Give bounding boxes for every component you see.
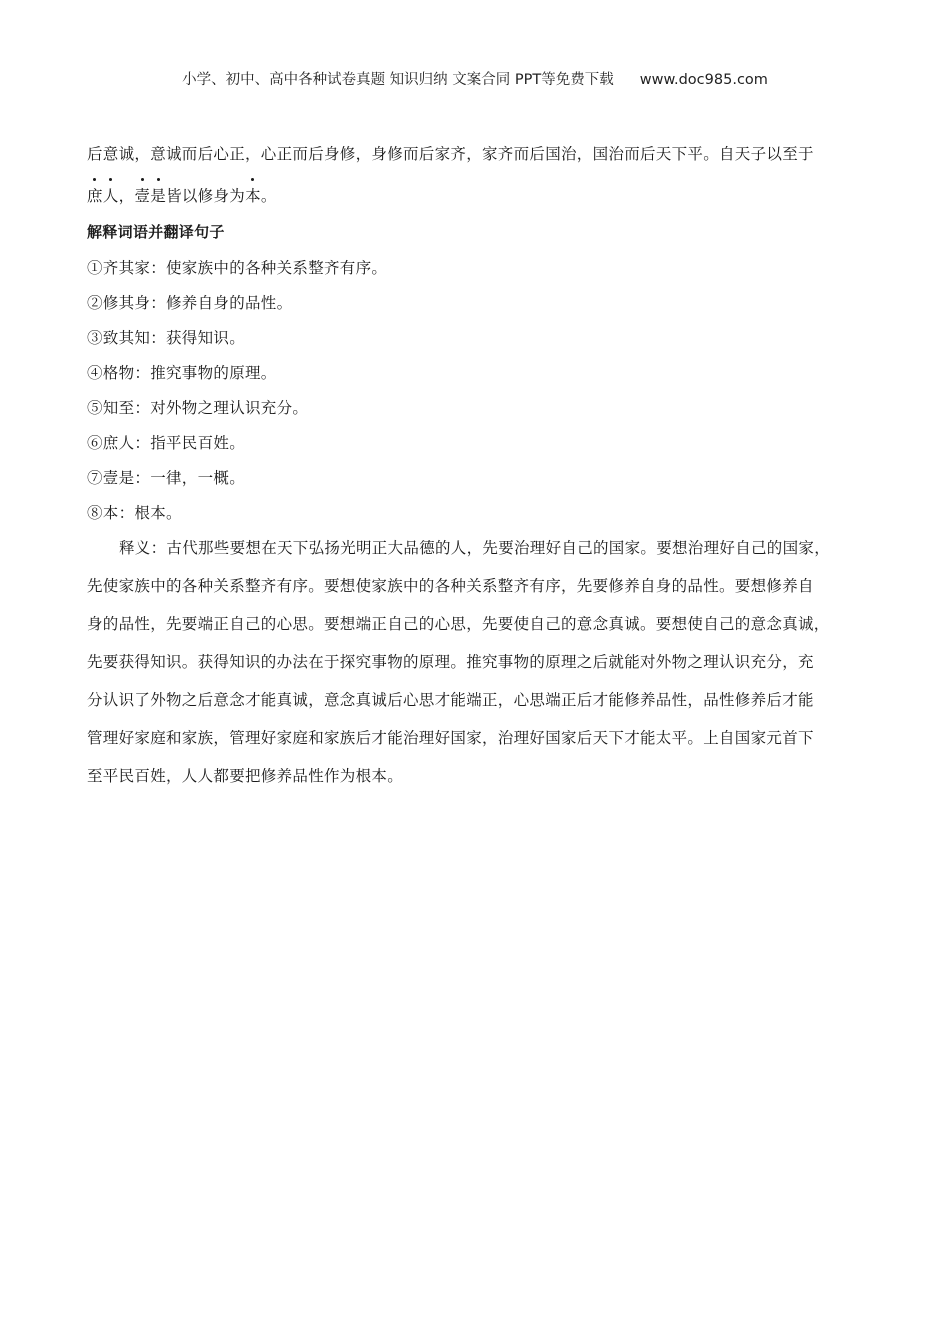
emphasized-char: 是 <box>150 184 166 206</box>
translation-line: 至平民百姓，人人都要把修养品性作为根本。 <box>87 767 404 785</box>
emphasized-char: 人 <box>103 184 119 206</box>
glossary-item: ⑦壹是：一律，一概。 <box>87 469 246 487</box>
emphasized-char: 本 <box>245 184 261 206</box>
passage-text: 皆以修身为 <box>166 187 246 205</box>
glossary-item: ③致其知：获得知识。 <box>87 329 246 347</box>
punctuation: ， <box>118 187 135 205</box>
page-header <box>0 68 950 89</box>
glossary-item: ②修其身：修养自身的品性。 <box>87 294 293 312</box>
passage-line-1: 后意诚，意诚而后心正，心正而后身修，身修而后家齐，家齐而后国治，国治而后天下平。自天子以至于 <box>87 145 814 163</box>
glossary-item: ⑧本：根本。 <box>87 504 182 522</box>
header-site-link[interactable]: www.doc985.com <box>639 72 768 88</box>
translation-line: 身的品性，先要端正自己的心思。要想端正自己的心思，先要使自己的意念真诚。要想使自己的意念真诚， <box>87 615 830 633</box>
emphasized-char: 壹 <box>134 184 150 206</box>
section-title: 解释词语并翻译句子 <box>87 223 225 241</box>
translation-line: 先要获得知识。获得知识的办法在于探究事物的原理。推究事物的原理之后就能对外物之理认识充分，充 <box>87 653 814 671</box>
header-text: 小学、初中、高中各种试卷真题 知识归纳 文案合同 PPT等免费下载 <box>182 72 614 88</box>
translation-line: 管理好家庭和家族，管理好家庭和家族后才能治理好国家，治理好国家后天下才能太平。上自国家元首下 <box>87 729 814 747</box>
punctuation: 。 <box>260 187 277 205</box>
translation-line: 释义：古代那些要想在天下弘扬光明正大品德的人，先要治理好自己的国家。要想治理好自己的国家， <box>119 539 831 557</box>
glossary-item: ①齐其家：使家族中的各种关系整齐有序。 <box>87 259 388 277</box>
translation-line: 分认识了外物之后意念才能真诚，意念真诚后心思才能端正，心思端正后才能修养品性，品性修养后才能 <box>87 691 814 709</box>
glossary-item: ⑥庶人：指平民百姓。 <box>87 434 246 452</box>
emphasized-char: 庶 <box>87 184 103 206</box>
passage-line-2 <box>87 184 277 206</box>
translation-line: 先使家族中的各种关系整齐有序。要想使家族中的各种关系整齐有序，先要修养自身的品性。要想修养自 <box>87 577 814 595</box>
glossary-item: ⑤知至：对外物之理认识充分。 <box>87 399 309 417</box>
glossary-item: ④格物：推究事物的原理。 <box>87 364 277 382</box>
